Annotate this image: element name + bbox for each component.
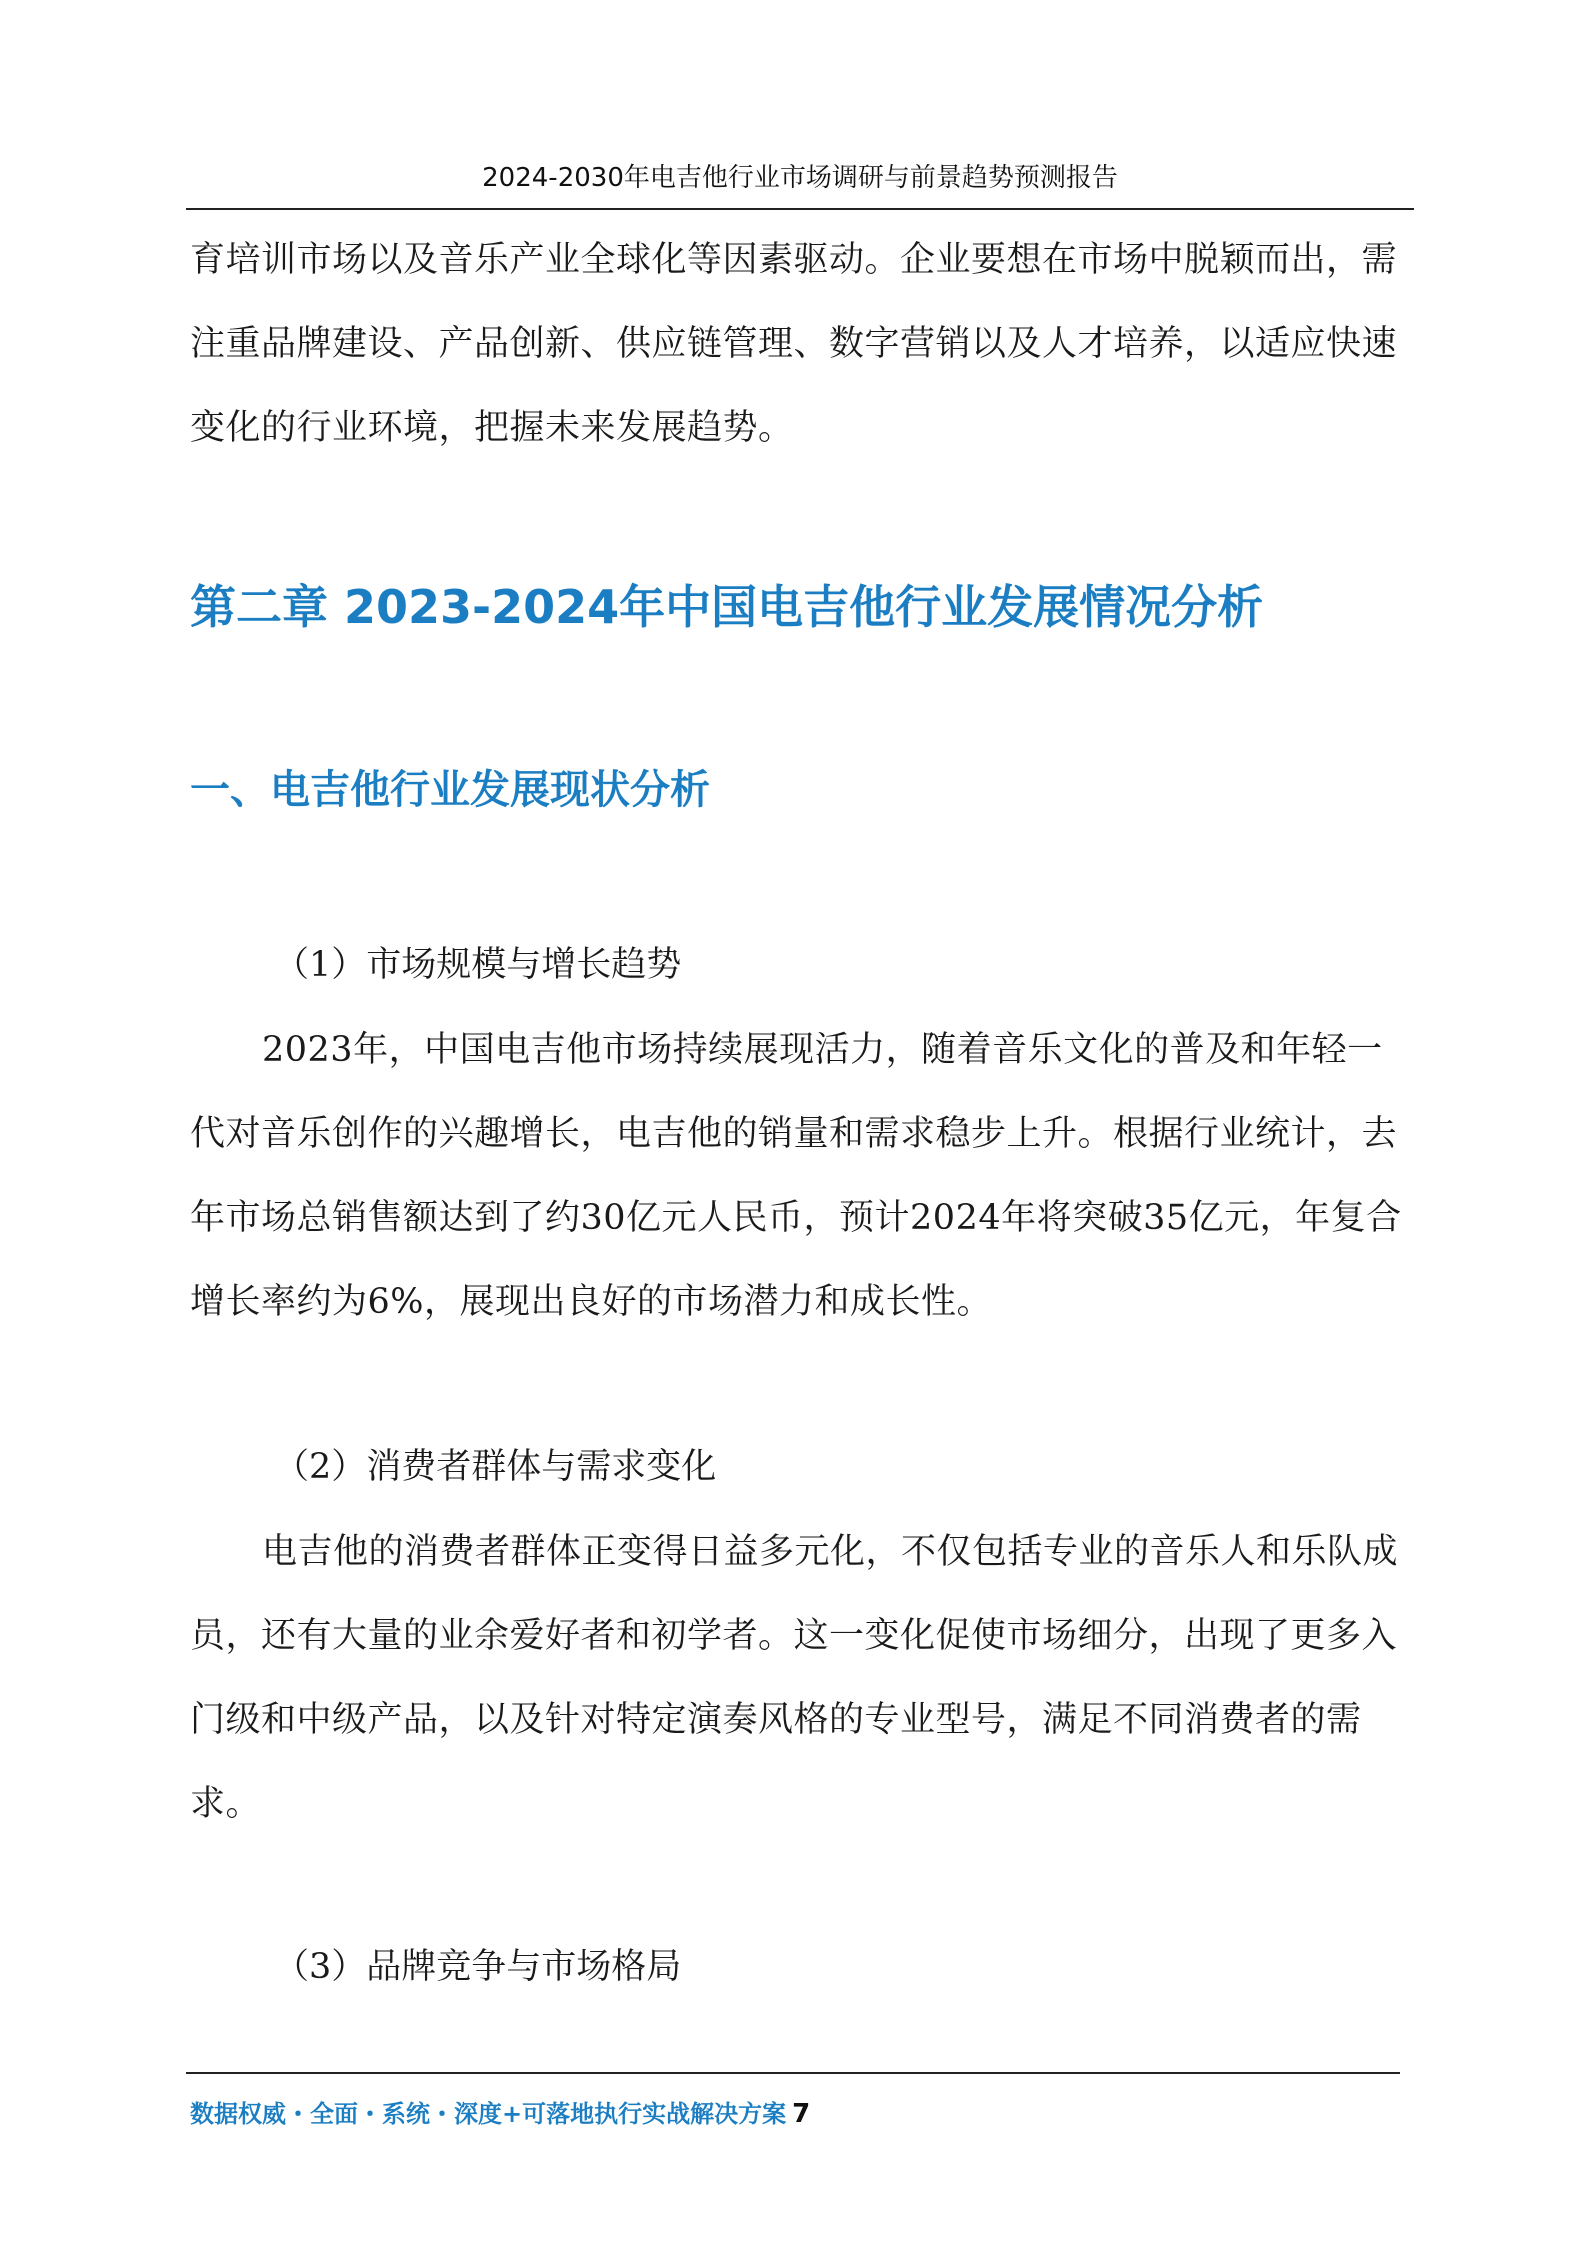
- section-title: 一、电吉他行业发展现状分析: [190, 767, 710, 813]
- footer-slogan: [190, 2096, 810, 2132]
- subsection-body-1: 2023年，中国电吉他市场持续展现活力，随着音乐文化的普及和年轻一代对音乐创作的兴趣增长，电吉他的销量和需求稳步上升。根据行业统计，去年市场总销售额达到了约30亿元人民币，预计2024年将突破35亿元，年复合增长率约为6%，展现出良好的市场潜力和成长性。: [190, 1030, 1402, 1322]
- chapter-title: 第二章 2023-2024年中国电吉他行业发展情况分析: [190, 580, 1264, 634]
- subsection-body-2: 电吉他的消费者群体正变得日益多元化，不仅包括专业的音乐人和乐队成员，还有大量的业余爱好者和初学者。这一变化促使市场细分，出现了更多入门级和中级产品，以及针对特定演奏风格的专业型号，满足不同消费者的需求。: [190, 1532, 1399, 1824]
- subsection-heading-2: （2）消费者群体与需求变化: [274, 1447, 717, 1487]
- footer-slogan-text: 数据权威・全面・系统・深度+可落地执行实战解决方案: [190, 2100, 787, 2128]
- running-header-title: 2024-2030年电吉他行业市场调研与前景趋势预测报告: [482, 163, 1118, 193]
- intro-paragraph: 育培训市场以及音乐产业全球化等因素驱动。企业要想在市场中脱颖而出，需注重品牌建设、产品创新、供应链管理、数字营销以及人才培养，以适应快速变化的行业环境，把握未来发展趋势。: [190, 240, 1398, 448]
- subsection-heading-3: （3）品牌竞争与市场格局: [274, 1947, 682, 1987]
- header-divider: [186, 208, 1414, 210]
- footer-divider: [186, 2072, 1400, 2074]
- page-number: 7: [792, 2099, 811, 2129]
- subsection-heading-1: （1）市场规模与增长趋势: [274, 945, 682, 985]
